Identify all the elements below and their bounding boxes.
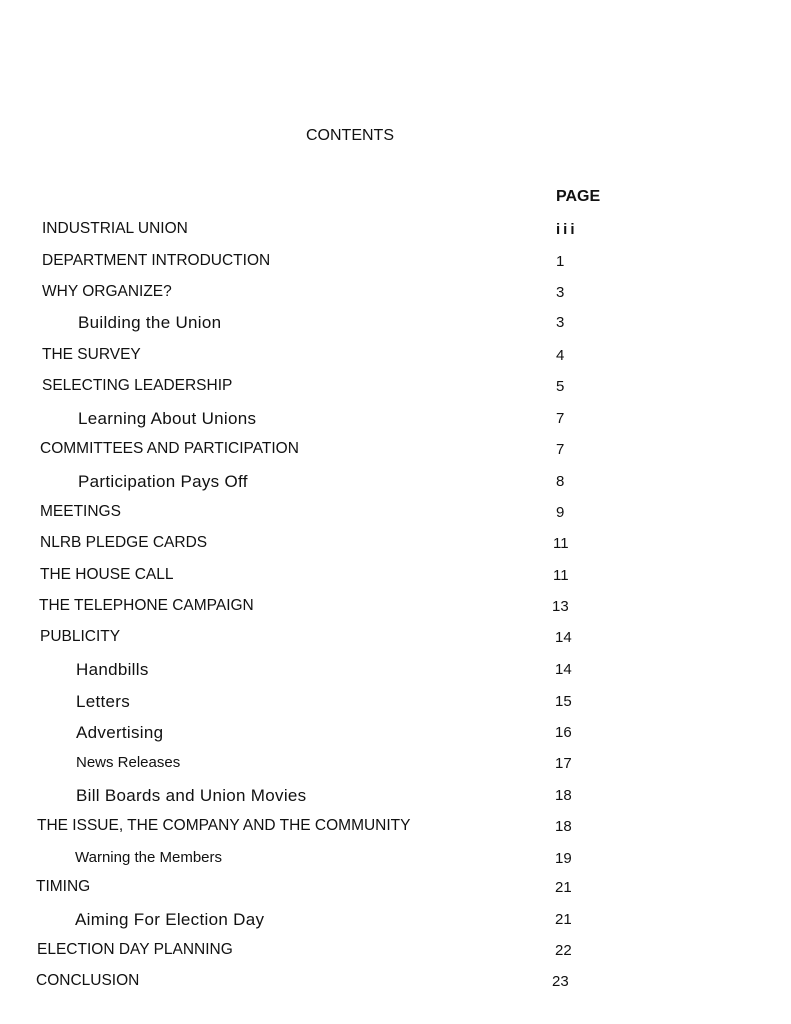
toc-entry-label: Building the Union	[78, 313, 222, 332]
toc-entry-page: 11	[553, 567, 569, 584]
toc-entry-label: SELECTING LEADERSHIP	[42, 377, 233, 394]
toc-entry-page: 15	[555, 693, 572, 710]
toc-entry-page: 14	[555, 661, 572, 678]
toc-entry-page: 8	[556, 473, 565, 490]
toc-entry-page: iii	[556, 221, 578, 238]
toc-entry-label: ELECTION DAY PLANNING	[37, 941, 233, 958]
toc-entry-label: CONCLUSION	[36, 972, 140, 989]
toc-entry-page: 4	[556, 347, 565, 364]
toc-entry-label: Bill Boards and Union Movies	[76, 786, 307, 805]
toc-entry-label: TIMING	[36, 878, 91, 895]
toc-entry-page: 9	[556, 504, 565, 521]
toc-entry-page: 1	[556, 253, 565, 270]
toc-entry-page: 22	[555, 942, 572, 959]
toc-entry-label: Warning the Members	[75, 849, 222, 866]
toc-entry-label: Letters	[76, 692, 131, 711]
toc-entry-page: 3	[556, 314, 565, 331]
toc-entry-page: 18	[555, 787, 572, 804]
toc-entry-page: 11	[553, 535, 569, 552]
toc-entry-label: Aiming For Election Day	[75, 910, 265, 929]
toc-entry-label: INDUSTRIAL UNION	[42, 220, 188, 237]
toc-entry-page: 16	[555, 724, 572, 741]
toc-entry-page: 23	[552, 973, 569, 990]
toc-entry-label: DEPARTMENT INTRODUCTION	[42, 252, 271, 269]
toc-entry-label: Handbills	[76, 660, 149, 679]
toc-entry-page: 7	[556, 410, 565, 427]
toc-entry-page: 14	[555, 629, 572, 646]
toc-entry-label: THE ISSUE, THE COMPANY AND THE COMMUNITY	[37, 817, 411, 834]
toc-entry-label: NLRB PLEDGE CARDS	[40, 534, 208, 551]
toc-entry-label: THE SURVEY	[42, 346, 141, 363]
toc-entry-page: 21	[555, 911, 572, 928]
toc-entry-label: MEETINGS	[40, 503, 121, 520]
toc-entry-label: Learning About Unions	[78, 409, 257, 428]
toc-entry-page: 19	[555, 850, 572, 867]
toc-entry-page: 18	[555, 818, 572, 835]
page-title: CONTENTS	[306, 127, 394, 144]
toc-entry-label: COMMITTEES AND PARTICIPATION	[40, 440, 299, 457]
toc-entry-label: THE HOUSE CALL	[40, 566, 174, 583]
toc-entry-page: 7	[556, 441, 565, 458]
toc-entry-label: Advertising	[76, 723, 164, 742]
toc-entry-label: WHY ORGANIZE?	[42, 283, 172, 300]
page-column-header: PAGE	[556, 188, 601, 205]
toc-entry-label: THE TELEPHONE CAMPAIGN	[39, 597, 254, 614]
toc-entry-page: 5	[556, 378, 565, 395]
toc-entry-label: Participation Pays Off	[78, 472, 248, 491]
toc-entry-label: News Releases	[76, 754, 181, 771]
toc-entry-page: 3	[556, 284, 565, 301]
toc-entry-page: 17	[555, 755, 572, 772]
toc-entry-page: 13	[552, 598, 569, 615]
toc-entry-page: 21	[555, 879, 572, 896]
toc-entry-label: PUBLICITY	[40, 628, 121, 645]
